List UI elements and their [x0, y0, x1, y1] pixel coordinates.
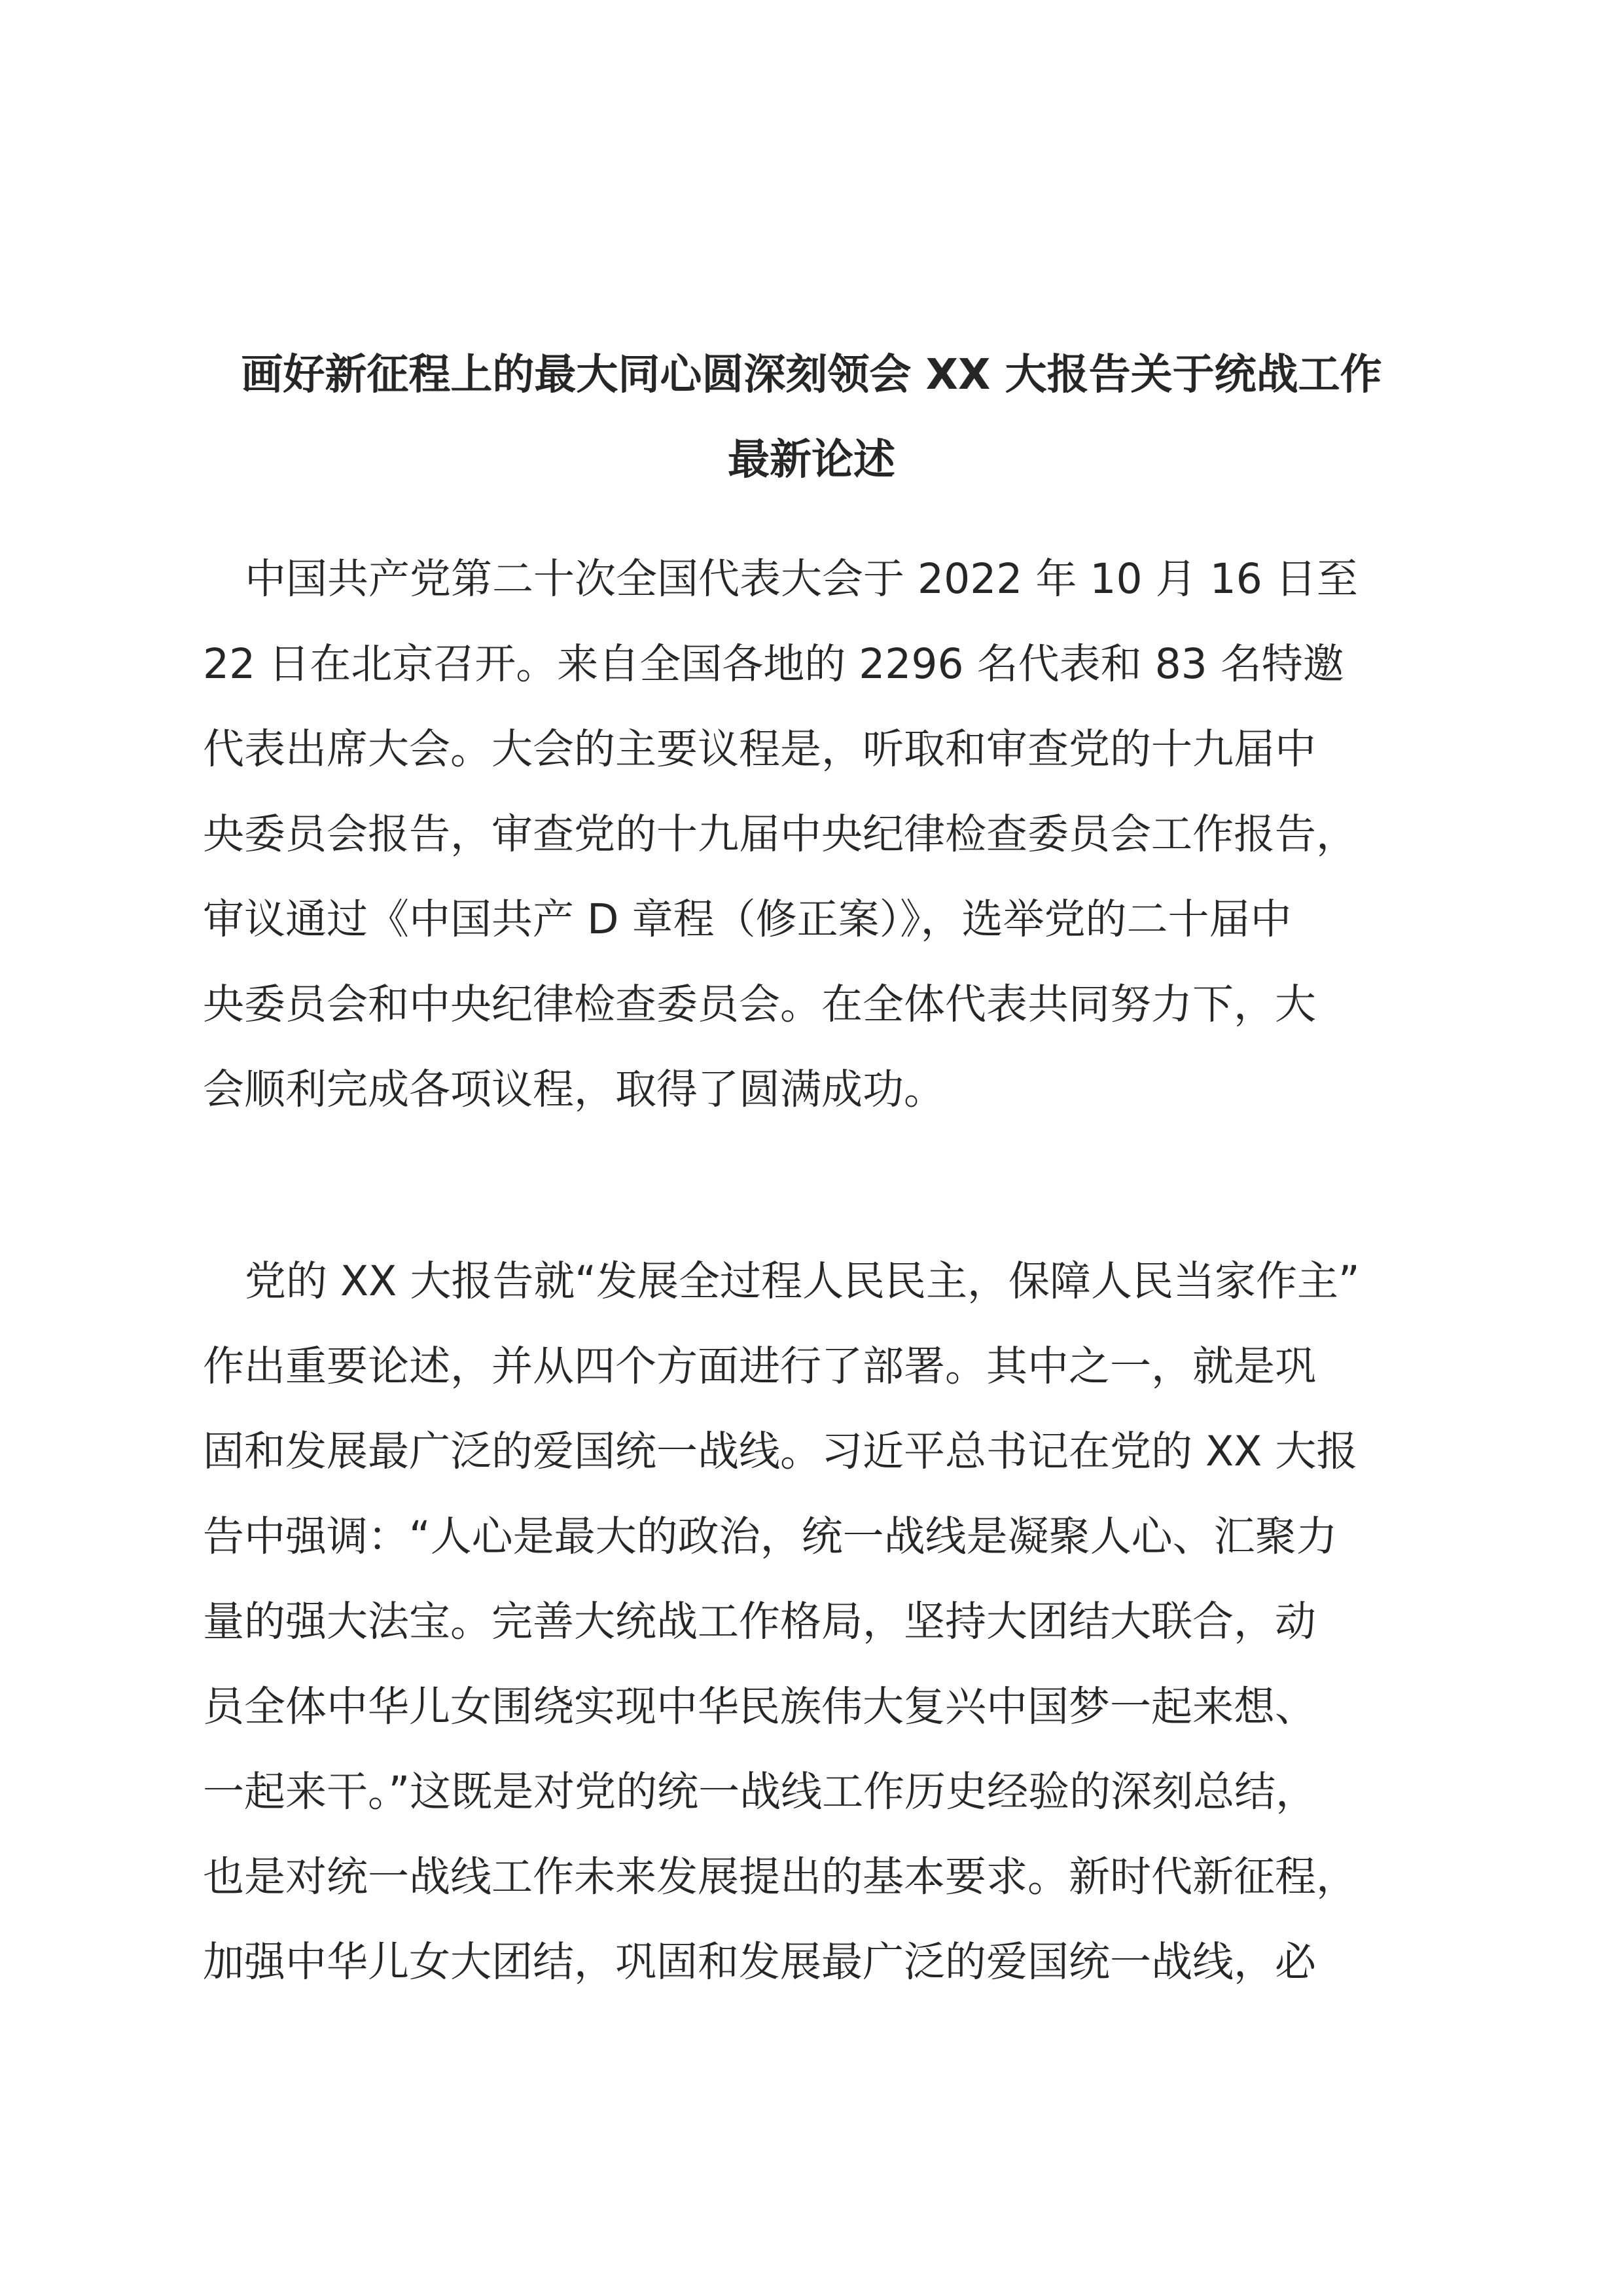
- text-line: 央委员会报告，审查党的十九届中央纪律检查委员会工作报告，: [203, 810, 1357, 858]
- text-line: 央委员会和中央纪律检查委员会。在全体代表共同努力下，大: [203, 980, 1316, 1028]
- text-line: 22 日在北京召开。来自全国各地的 2296 名代表和 83 名特邀: [203, 640, 1344, 688]
- title-line: 最新论述: [728, 436, 895, 484]
- text-line: 一起来干。”这既是对党的统一战线工作历史经验的深刻总结，: [203, 1768, 1317, 1816]
- paragraph-united-front: [203, 1239, 1420, 2005]
- text-line: 会顺利完成各项议程，取得了圆满成功。: [203, 1066, 945, 1113]
- text-line: 代表出席大会。大会的主要议程是，听取和审查党的十九届中: [203, 725, 1316, 773]
- text-line: 量的强大法宝。完善大统战工作格局，坚持大团结大联合，动: [203, 1598, 1316, 1645]
- text-line: 员全体中华儿女围绕实现中华民族伟大复兴中国梦一起来想、: [203, 1683, 1316, 1731]
- text-line: 告中强调：“人心是最大的政治，统一战线是凝聚人心、汇聚力: [203, 1513, 1338, 1560]
- text-line: 加强中华儿女大团结，巩固和发展最广泛的爱国统一战线，必: [203, 1938, 1316, 1986]
- text-line: 固和发展最广泛的爱国统一战线。习近平总书记在党的 XX 大报: [203, 1427, 1358, 1475]
- text-line: 也是对统一战线工作未来发展提出的基本要求。新时代新征程，: [203, 1853, 1357, 1901]
- title-line: 画好新征程上的最大同心圆深刻领会 XX 大报告关于统战工作: [241, 351, 1382, 399]
- text-line: 中国共产党第二十次全国代表大会于 2022 年 10 月 16 日至: [245, 555, 1358, 603]
- paragraph-congress-summary: [203, 537, 1420, 1132]
- text-line: 审议通过《中国共产 D 章程（修正案）》，选举党的二十届中: [203, 895, 1292, 943]
- text-line: 党的 XX 大报告就“发展全过程人民民主，保障人民当家作主”: [245, 1257, 1360, 1305]
- text-line: 作出重要论述，并从四个方面进行了部署。其中之一，就是巩: [203, 1342, 1316, 1390]
- document-title: [203, 332, 1420, 503]
